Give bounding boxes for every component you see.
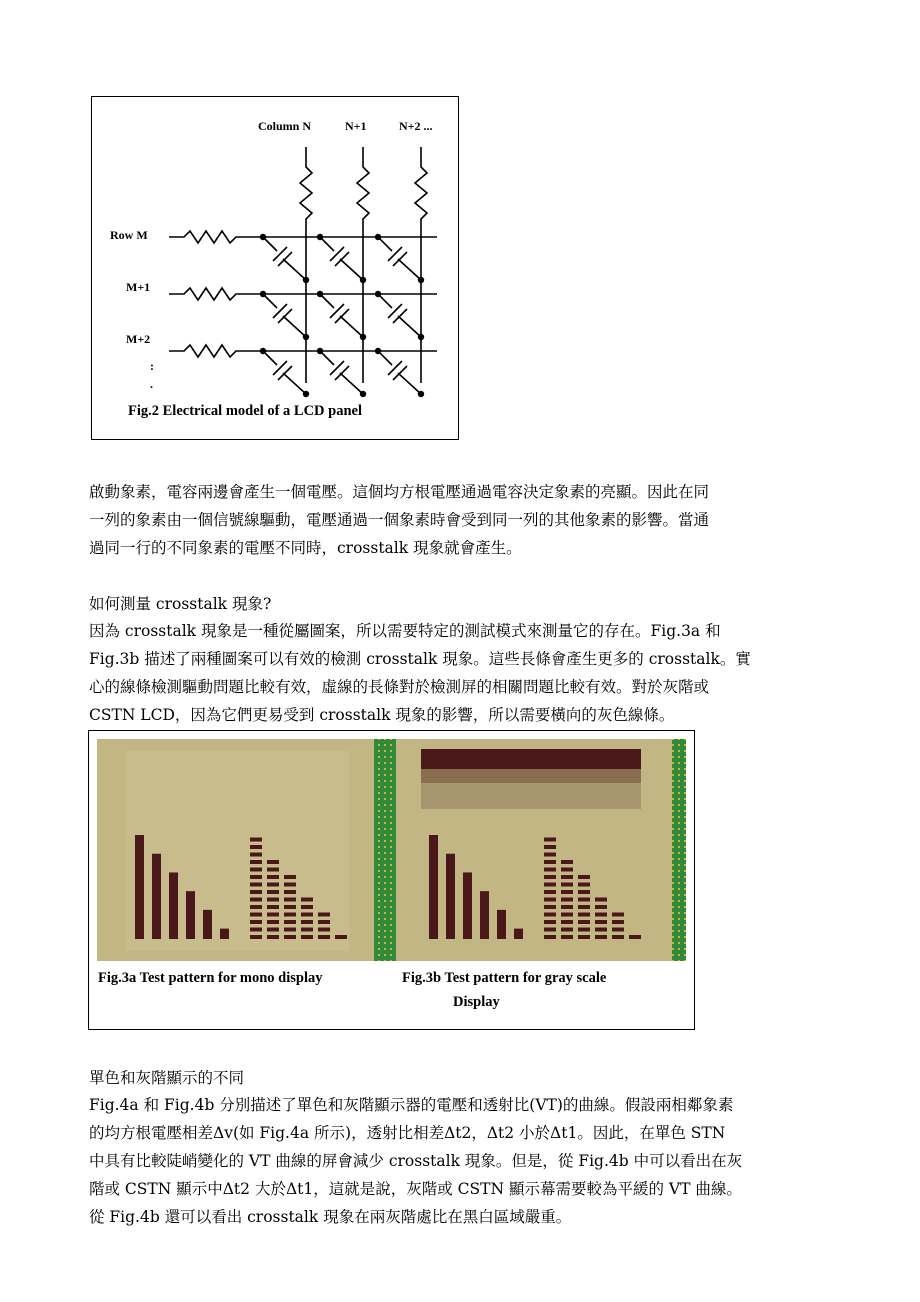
dashed-test-bar-segment [578, 935, 590, 939]
dashed-test-bar-segment [578, 905, 590, 909]
dashed-test-bar-segment [301, 920, 313, 924]
dashed-test-bar-segment [544, 890, 556, 894]
dashed-test-bar-segment [267, 905, 279, 909]
dashed-test-bar-segment [250, 883, 262, 887]
fig3b-caption-line1: Fig.3b Test pattern for gray scale [402, 970, 607, 986]
fig2-electrical-model [91, 96, 459, 440]
dashed-test-bar-segment [595, 905, 607, 909]
pixel-capacitor [378, 351, 421, 394]
dashed-test-bar-segment [267, 868, 279, 872]
dashed-test-bar-segment [318, 913, 330, 917]
paragraph-2-line: 心的線條檢測驅動問題比較有效，虛線的長條對於檢測屏的相關問題比較有效。對於灰階或 [89, 678, 710, 696]
dashed-test-bar-segment [250, 868, 262, 872]
dashed-test-bar-segment [578, 920, 590, 924]
heading-mono-vs-gray: 單色和灰階顯示的不同 [89, 1069, 245, 1087]
dashed-test-bar-segment [250, 853, 262, 857]
dashed-test-bar-segment [250, 860, 262, 864]
dashed-test-bar-segment [284, 935, 296, 939]
dashed-test-bar-segment [561, 860, 573, 864]
paragraph-2-line: CSTN LCD，因為它們更易受到 crosstalk 現象的影響，所以需要橫向的灰色線條。 [89, 706, 675, 724]
dashed-test-bar-segment [612, 920, 624, 924]
dashed-test-bar-segment [250, 838, 262, 842]
column-junction-dot [418, 391, 424, 397]
solid-test-bar [429, 835, 438, 939]
dashed-test-bar-segment [284, 890, 296, 894]
dashed-test-bar-segment [284, 928, 296, 932]
dashed-test-bar-segment [629, 935, 641, 939]
fig3-pcb-strip [374, 739, 396, 961]
dashed-test-bar-segment [250, 913, 262, 917]
row-junction-dot [317, 348, 323, 354]
dashed-test-bar-segment [301, 905, 313, 909]
pixel-capacitor [263, 294, 306, 337]
column-junction-dot [303, 277, 309, 283]
dashed-test-bar-segment [267, 913, 279, 917]
fig3b-caption-line2: Display [453, 994, 500, 1010]
pixel-capacitor [263, 237, 306, 280]
dashed-test-bar-segment [250, 935, 262, 939]
dashed-test-bar-segment [561, 913, 573, 917]
dashed-test-bar-segment [284, 898, 296, 902]
lcd-test-pattern-photos [89, 731, 694, 971]
fig3a-caption: Fig.3a Test pattern for mono display [98, 970, 323, 986]
pixel-capacitor [320, 351, 363, 394]
fig3b-dark-band [421, 749, 641, 769]
solid-test-bar [463, 872, 472, 939]
dashed-test-bar-segment [561, 928, 573, 932]
dashed-test-bar-segment [561, 920, 573, 924]
row-junction-dot [375, 348, 381, 354]
paragraph-3-line: 階或 CSTN 顯示中Δt2 大於Δt1，這就是說，灰階或 CSTN 顯示幕需要較為平緩的 VT 曲線。 [89, 1180, 742, 1198]
dashed-test-bar-segment [250, 928, 262, 932]
paragraph-1-line: 一列的象素由一個信號線驅動，電壓通過一個象素時會受到同一列的其他象素的影響。當通 [89, 511, 710, 529]
column-label-n1: N+1 [345, 119, 367, 133]
pixel-capacitor [320, 294, 363, 337]
dashed-test-bar-segment [612, 935, 624, 939]
solid-test-bar [497, 910, 506, 939]
dashed-test-bar-segment [284, 875, 296, 879]
dashed-test-bar-segment [578, 898, 590, 902]
paragraph-2-line: Fig.3b 描述了兩種圖案可以有效的檢測 crosstalk 現象。這些長條會產生更多的 crosstalk。實 [89, 650, 751, 668]
dashed-test-bar-segment [561, 890, 573, 894]
dashed-test-bar-segment [595, 920, 607, 924]
row-junction-dot [260, 234, 266, 240]
dashed-test-bar-segment [561, 935, 573, 939]
dashed-test-bar-segment [578, 928, 590, 932]
column-junction-dot [418, 334, 424, 340]
dashed-test-bar-segment [250, 890, 262, 894]
dashed-test-bar-segment [544, 853, 556, 857]
fig2-caption: Fig.2 Electrical model of a LCD panel [128, 403, 362, 419]
row-label-m: Row M [110, 228, 148, 242]
dashed-test-bar-segment [595, 913, 607, 917]
dashed-test-bar-segment [267, 890, 279, 894]
paragraph-2-line: 因為 crosstalk 現象是一種從屬圖案，所以需要特定的測試模式來測量它的存在。Fig.3a 和 [89, 622, 721, 640]
column-junction-dot [303, 334, 309, 340]
dashed-test-bar-segment [544, 935, 556, 939]
dashed-test-bar-segment [318, 935, 330, 939]
dashed-test-bar-segment [318, 920, 330, 924]
dashed-test-bar-segment [544, 928, 556, 932]
dashed-test-bar-segment [561, 905, 573, 909]
dashed-test-bar-segment [612, 913, 624, 917]
row-junction-dot [260, 291, 266, 297]
solid-test-bar [446, 854, 455, 939]
dashed-test-bar-segment [250, 875, 262, 879]
dashed-test-bar-segment [250, 905, 262, 909]
dashed-test-bar-segment [544, 875, 556, 879]
heading-measure-crosstalk: 如何測量 crosstalk 現象? [89, 595, 272, 613]
paragraph-3-line: 中具有比較陡峭變化的 VT 曲線的屏會減少 crosstalk 現象。但是，從 Fig.4b 中可以看出在灰 [89, 1152, 743, 1170]
solid-test-bar [152, 854, 161, 939]
dashed-test-bar-segment [544, 898, 556, 902]
row-ellipsis-2: . [150, 377, 153, 391]
fig3b-light-band [421, 783, 641, 809]
dashed-test-bar-segment [561, 868, 573, 872]
dashed-test-bar-segment [544, 868, 556, 872]
row-junction-dot [260, 348, 266, 354]
dashed-test-bar-segment [595, 928, 607, 932]
dashed-test-bar-segment [561, 898, 573, 902]
row-junction-dot [375, 234, 381, 240]
row-label-m2: M+2 [126, 332, 151, 346]
dashed-test-bar-segment [578, 883, 590, 887]
dashed-test-bar-segment [267, 875, 279, 879]
paragraph-3-line: Fig.4a 和 Fig.4b 分別描述了單色和灰階顯示器的電壓和透射比(VT)的曲線。假設兩相鄰象素 [89, 1096, 734, 1114]
dashed-test-bar-segment [301, 898, 313, 902]
dashed-test-bar-segment [284, 905, 296, 909]
column-junction-dot [418, 277, 424, 283]
pixel-capacitor [320, 237, 363, 280]
fig3b-mid-band [421, 769, 641, 783]
solid-test-bar [169, 872, 178, 939]
paragraph-1-line: 過同一行的不同象素的電壓不同時，crosstalk 現象就會產生。 [89, 539, 522, 557]
row-junction-dot [317, 291, 323, 297]
dashed-test-bar-segment [267, 883, 279, 887]
solid-test-bar [480, 891, 489, 939]
dashed-test-bar-segment [578, 913, 590, 917]
solid-test-bar [203, 910, 212, 939]
dashed-test-bar-segment [578, 890, 590, 894]
dashed-test-bar-segment [267, 860, 279, 864]
dashed-test-bar-segment [284, 913, 296, 917]
dashed-test-bar-segment [250, 920, 262, 924]
dashed-test-bar-segment [284, 920, 296, 924]
fig3b-pcb-edge [672, 739, 686, 961]
dashed-test-bar-segment [561, 875, 573, 879]
dashed-test-bar-segment [544, 883, 556, 887]
row-label-m1: M+1 [126, 280, 151, 294]
dashed-test-bar-segment [267, 935, 279, 939]
column-junction-dot [360, 277, 366, 283]
column-label-n2: N+2 ... [399, 119, 433, 133]
dashed-test-bar-segment [301, 913, 313, 917]
dashed-test-bar-segment [267, 928, 279, 932]
solid-test-bar [514, 929, 523, 939]
column-junction-dot [360, 391, 366, 397]
solid-test-bar [135, 835, 144, 939]
column-n1-line [357, 147, 369, 383]
dashed-test-bar-segment [267, 898, 279, 902]
row-junction-dot [375, 291, 381, 297]
row-m2-line [169, 345, 437, 357]
dashed-test-bar-segment [267, 920, 279, 924]
dashed-test-bar-segment [301, 928, 313, 932]
column-n2-line [415, 147, 427, 383]
column-junction-dot [360, 334, 366, 340]
paragraph-3-line: 從 Fig.4b 還可以看出 crosstalk 現象在兩灰階處比在黑白區域嚴重。 [89, 1208, 572, 1226]
dashed-test-bar-segment [335, 935, 347, 939]
dashed-test-bar-segment [318, 928, 330, 932]
dashed-test-bar-segment [595, 898, 607, 902]
solid-test-bar [186, 891, 195, 939]
pixel-capacitor [263, 351, 306, 394]
pixel-capacitor [378, 237, 421, 280]
pixel-capacitor [378, 294, 421, 337]
paragraph-1 [89, 478, 839, 562]
dashed-test-bar-segment [250, 898, 262, 902]
paragraph-2 [89, 617, 839, 729]
dashed-test-bar-segment [561, 883, 573, 887]
dashed-test-bar-segment [544, 905, 556, 909]
lcd-circuit-diagram [92, 97, 460, 441]
solid-test-bar [220, 929, 229, 939]
dashed-test-bar-segment [544, 845, 556, 849]
paragraph-3-line: 的均方根電壓相差Δv(如 Fig.4a 所示)，透射比相差Δt2，Δt2 小於Δt1。因此，在單色 STN [89, 1124, 726, 1142]
row-junction-dot [317, 234, 323, 240]
dashed-test-bar-segment [284, 883, 296, 887]
dashed-test-bar-segment [595, 935, 607, 939]
dashed-test-bar-segment [250, 845, 262, 849]
column-label-n: Column N [258, 119, 312, 133]
row-ellipsis-1: : [150, 359, 154, 373]
dashed-test-bar-segment [612, 928, 624, 932]
column-junction-dot [303, 391, 309, 397]
dashed-test-bar-segment [544, 860, 556, 864]
column-n-line [300, 147, 312, 383]
dashed-test-bar-segment [544, 838, 556, 842]
dashed-test-bar-segment [301, 935, 313, 939]
row-m1-line [169, 288, 437, 300]
paragraph-3 [89, 1091, 839, 1231]
dashed-test-bar-segment [544, 913, 556, 917]
paragraph-1-line: 啟動象素，電容兩邊會產生一個電壓。這個均方根電壓通過電容決定象素的亮顯。因此在同 [89, 483, 710, 501]
dashed-test-bar-segment [544, 920, 556, 924]
row-m-line [169, 231, 437, 243]
dashed-test-bar-segment [578, 875, 590, 879]
fig3-test-patterns [88, 730, 695, 1030]
